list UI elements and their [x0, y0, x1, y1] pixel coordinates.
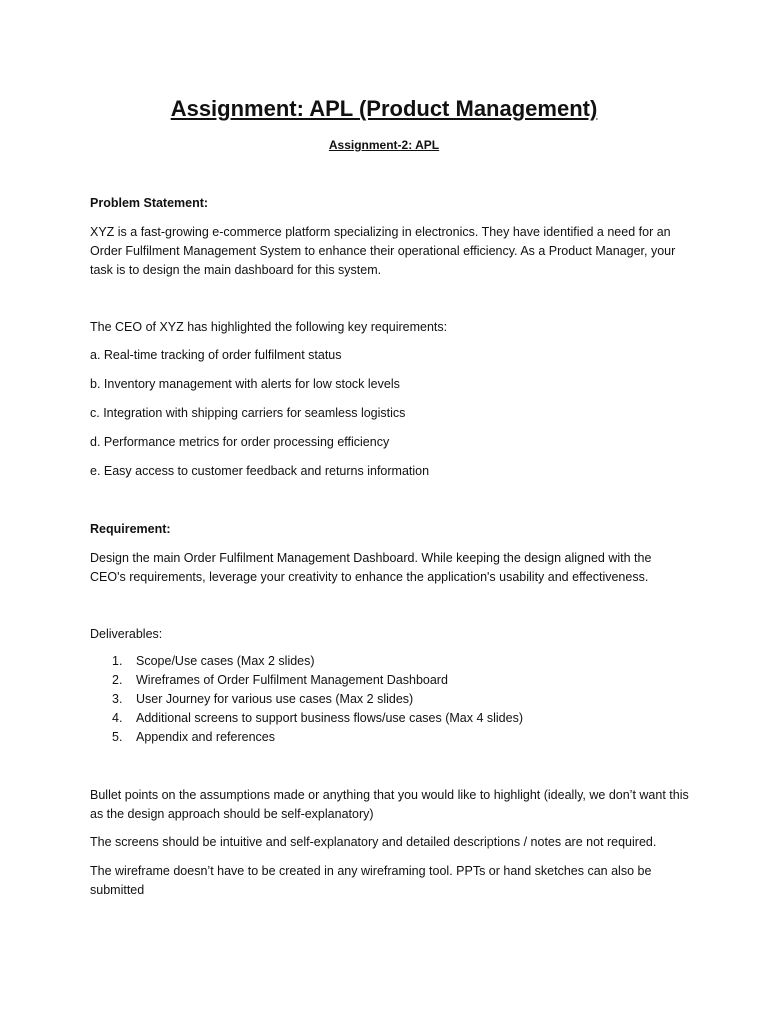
- list-item-text: Additional screens to support business flows/use cases (Max 4 slides): [136, 711, 523, 725]
- list-item: [90, 709, 690, 728]
- list-item: [90, 690, 690, 709]
- deliverables-heading: Deliverables:: [90, 627, 163, 641]
- requirement-heading: Requirement:: [90, 522, 171, 536]
- problem-statement-body: XYZ is a fast-growing e-commerce platform specializing in electronics. They have identified a need for an Order Fulfilment Management System to enhance their operational efficiency. As a Product Manager, your task is to design the main dashboard for this system.: [90, 225, 676, 277]
- requirement-item-a: a. Real-time tracking of order fulfilment status: [90, 348, 342, 362]
- list-item-number: 4.: [112, 711, 123, 725]
- requirement-item-c: c. Integration with shipping carriers for seamless logistics: [90, 406, 406, 420]
- requirement-item-b: b. Inventory management with alerts for low stock levels: [90, 377, 400, 391]
- list-item-text: Scope/Use cases (Max 2 slides): [136, 654, 315, 668]
- deliverables-list: [90, 652, 690, 747]
- list-item-text: User Journey for various use cases (Max 2 slides): [136, 692, 414, 706]
- list-item: [90, 652, 690, 671]
- list-item-text: Wireframes of Order Fulfilment Management Dashboard: [136, 673, 448, 687]
- list-item-number: 5.: [112, 730, 123, 744]
- list-item: [90, 728, 690, 747]
- list-item-number: 2.: [112, 673, 123, 687]
- note-wireframe-tools: The wireframe doesn’t have to be created in any wireframing tool. PPTs or hand sketches can also be submitted: [90, 864, 652, 897]
- document-title: Assignment: APL (Product Management): [170, 96, 598, 121]
- list-item-number: 1.: [112, 654, 123, 668]
- problem-statement-heading: Problem Statement:: [90, 196, 209, 210]
- requirement-item-e: e. Easy access to customer feedback and returns information: [90, 464, 430, 478]
- note-assumptions: Bullet points on the assumptions made or anything that you would like to highlight (ideally, we don’t want this as the design approach should be self-explanatory): [90, 788, 689, 821]
- list-item-text: Appendix and references: [136, 730, 275, 744]
- list-item: [90, 671, 690, 690]
- document-subtitle: Assignment-2: APL: [328, 138, 440, 152]
- ceo-requirements-intro: The CEO of XYZ has highlighted the following key requirements:: [90, 320, 448, 334]
- note-intuitive-screens: The screens should be intuitive and self-explanatory and detailed descriptions / notes are not required.: [90, 835, 657, 849]
- requirement-body: Design the main Order Fulfilment Management Dashboard. While keeping the design aligned with the CEO's requirements, leverage your creativity to enhance the application's usability and effectiveness.: [90, 551, 652, 584]
- requirement-item-d: d. Performance metrics for order processing efficiency: [90, 435, 390, 449]
- list-item-number: 3.: [112, 692, 123, 706]
